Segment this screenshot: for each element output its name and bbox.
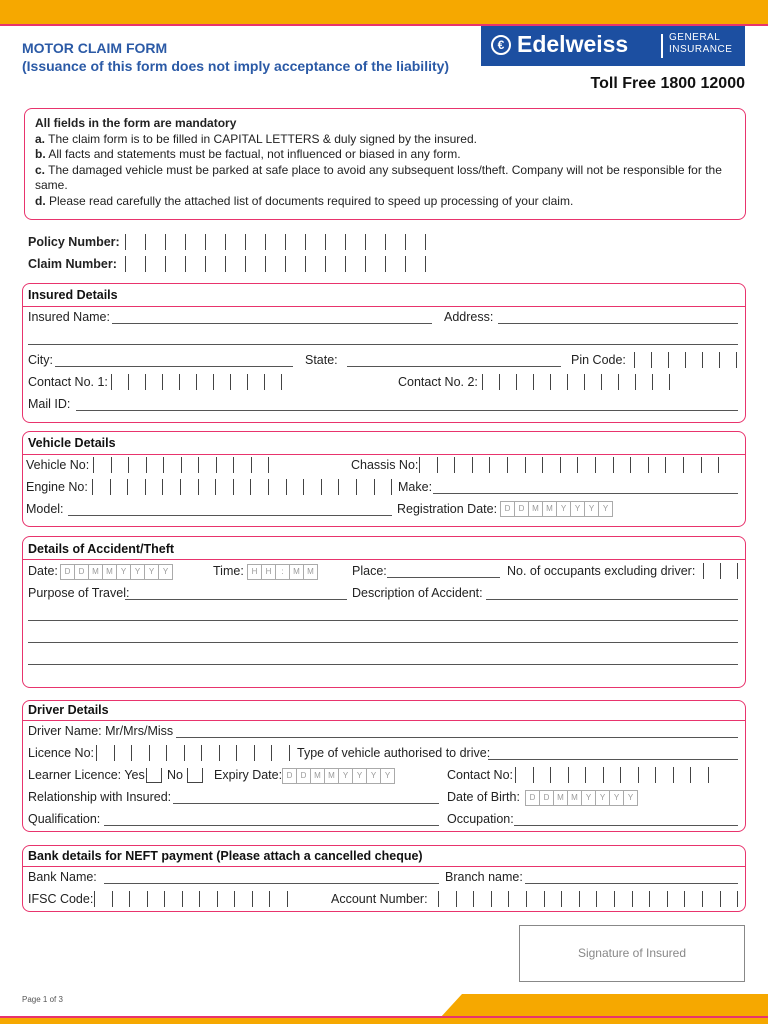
char-cell[interactable] <box>527 891 545 907</box>
date-cell[interactable]: M <box>325 769 339 783</box>
section-divider <box>23 720 745 721</box>
char-cell[interactable] <box>237 745 255 761</box>
char-cell[interactable] <box>287 479 305 495</box>
logo-wordmark: Edelweiss <box>517 31 629 57</box>
date-cell[interactable]: Y <box>602 504 609 513</box>
char-cell[interactable] <box>270 891 288 907</box>
expiry-date-boxes[interactable] <box>282 768 395 784</box>
registration-date-boxes[interactable] <box>500 501 613 517</box>
claim-number-boxes[interactable] <box>125 256 426 272</box>
char-cell[interactable] <box>95 891 113 907</box>
char-cell[interactable] <box>490 457 508 473</box>
char-cell[interactable] <box>163 479 181 495</box>
char-cell[interactable] <box>218 891 236 907</box>
char-cell[interactable] <box>202 745 220 761</box>
char-cell[interactable] <box>112 457 130 473</box>
instruction-item: c. The damaged vehicle must be parked at safe place to avoid any subsequent loss/theft. Company will not be responsible for the same. <box>35 162 722 193</box>
char-cell[interactable] <box>235 891 253 907</box>
learner-no-checkbox[interactable] <box>187 768 203 783</box>
signature-box[interactable]: Signature of Insured <box>519 925 745 982</box>
section-divider <box>23 866 745 867</box>
char-cell[interactable] <box>473 457 491 473</box>
make-label: Make: <box>398 480 433 494</box>
date-cell[interactable]: Y <box>145 565 159 579</box>
address-field[interactable] <box>498 323 738 324</box>
learner-yes-checkbox[interactable] <box>146 768 162 783</box>
pin-code-label: Pin Code: <box>571 353 626 367</box>
char-cell[interactable] <box>163 374 180 390</box>
instruction-item: a. The claim form is to be filled in CAPITAL LETTERS & duly signed by the insured. <box>35 131 477 146</box>
char-cell[interactable] <box>602 374 619 390</box>
char-cell[interactable] <box>483 374 500 390</box>
char-cell[interactable] <box>586 767 604 783</box>
bank-name-field[interactable] <box>104 883 439 884</box>
char-cell[interactable] <box>206 256 226 272</box>
char-cell[interactable] <box>226 256 246 272</box>
char-cell[interactable] <box>366 256 386 272</box>
char-cell[interactable] <box>146 234 166 250</box>
insured-details-heading: Insured Details <box>28 288 118 302</box>
claim-number-label: Claim Number: <box>28 257 117 271</box>
date-cell[interactable]: Y <box>627 793 634 802</box>
char-cell[interactable] <box>200 891 218 907</box>
contact-1-label: Contact No. 1: <box>28 375 108 389</box>
time-cell[interactable]: M <box>307 567 314 576</box>
char-cell[interactable] <box>111 479 129 495</box>
pin-code-boxes[interactable] <box>634 352 737 368</box>
char-cell[interactable] <box>199 479 217 495</box>
char-cell[interactable] <box>150 745 168 761</box>
char-cell[interactable] <box>112 374 129 390</box>
time-cell[interactable]: M <box>290 565 304 579</box>
char-cell[interactable] <box>633 891 651 907</box>
instruction-item: d. Please read carefully the attached list of documents required to speed up processing of your claim. <box>35 193 574 208</box>
char-cell[interactable] <box>516 767 534 783</box>
char-cell[interactable] <box>147 457 165 473</box>
char-cell[interactable] <box>164 457 182 473</box>
chassis-no-boxes[interactable] <box>419 457 719 473</box>
edelweiss-logo <box>481 26 745 66</box>
char-cell[interactable] <box>653 374 670 390</box>
description-label: Description of Accident: <box>352 586 483 600</box>
learner-licence-label: Learner Licence: Yes <box>28 768 145 782</box>
ifsc-code-boxes[interactable] <box>94 891 288 907</box>
chassis-no-label: Chassis No: <box>351 458 419 472</box>
licence-no-boxes[interactable] <box>96 745 290 761</box>
time-cell[interactable]: H <box>262 565 276 579</box>
char-cell[interactable] <box>674 767 692 783</box>
char-cell[interactable] <box>94 457 112 473</box>
char-cell[interactable] <box>306 256 326 272</box>
char-cell[interactable] <box>686 352 703 368</box>
char-cell[interactable] <box>684 457 702 473</box>
date-cell[interactable]: Y <box>596 791 610 805</box>
state-label: State: <box>305 353 338 367</box>
section-divider <box>23 454 745 455</box>
char-cell[interactable] <box>569 767 587 783</box>
section-divider <box>23 559 745 560</box>
char-cell[interactable] <box>113 891 131 907</box>
char-cell[interactable] <box>266 256 286 272</box>
char-cell[interactable] <box>545 891 563 907</box>
char-cell[interactable] <box>272 745 290 761</box>
char-cell[interactable] <box>286 256 306 272</box>
date-cell[interactable]: D <box>75 565 89 579</box>
char-cell[interactable] <box>668 891 686 907</box>
branch-name-label: Branch name: <box>445 870 523 884</box>
char-cell[interactable] <box>619 374 636 390</box>
make-field[interactable] <box>433 493 738 494</box>
mail-id-label: Mail ID: <box>28 397 71 411</box>
char-cell[interactable] <box>649 457 667 473</box>
char-cell[interactable] <box>266 234 286 250</box>
description-line[interactable] <box>28 620 738 621</box>
char-cell[interactable] <box>253 891 271 907</box>
char-cell[interactable] <box>561 457 579 473</box>
char-cell[interactable] <box>234 479 252 495</box>
policy-number-label: Policy Number: <box>28 235 120 249</box>
char-cell[interactable] <box>197 374 214 390</box>
char-cell[interactable] <box>186 256 206 272</box>
bottom-band-wedge <box>440 994 768 1018</box>
form-title: MOTOR CLAIM FORM <box>22 40 168 56</box>
char-cell[interactable] <box>93 479 111 495</box>
date-cell[interactable]: Y <box>367 769 381 783</box>
char-cell[interactable] <box>129 374 146 390</box>
char-cell[interactable] <box>703 891 721 907</box>
toll-free-number: Toll Free 1800 12000 <box>590 75 745 92</box>
char-cell[interactable] <box>246 256 266 272</box>
char-cell[interactable] <box>220 745 238 761</box>
char-cell[interactable] <box>720 352 737 368</box>
char-cell[interactable] <box>130 891 148 907</box>
registration-date-label: Registration Date: <box>397 502 498 516</box>
accident-date-boxes[interactable] <box>60 564 173 580</box>
char-cell[interactable] <box>386 256 406 272</box>
model-field[interactable] <box>68 515 392 516</box>
char-cell[interactable] <box>703 352 720 368</box>
char-cell[interactable] <box>492 891 510 907</box>
qualification-field[interactable] <box>104 825 439 826</box>
insured-name-field[interactable] <box>112 323 432 324</box>
address-field-line2[interactable] <box>28 344 738 345</box>
char-cell[interactable] <box>251 479 269 495</box>
date-cell[interactable]: Y <box>585 502 599 516</box>
date-cell[interactable]: Y <box>610 791 624 805</box>
vehicle-type-label: Type of vehicle authorised to drive: <box>297 746 491 760</box>
relationship-label: Relationship with Insured: <box>28 790 172 804</box>
driver-contact-label: Contact No: <box>447 768 514 782</box>
char-cell[interactable] <box>322 479 340 495</box>
date-cell[interactable]: D <box>515 502 529 516</box>
occupants-label: No. of occupants excluding driver: <box>507 564 696 578</box>
occupants-boxes[interactable] <box>703 563 738 579</box>
form-subtitle: (Issuance of this form does not imply acceptance of the liability) <box>22 58 450 74</box>
char-cell[interactable] <box>199 457 217 473</box>
occupation-field[interactable] <box>514 825 738 826</box>
date-cell[interactable]: Y <box>384 771 391 780</box>
char-cell[interactable] <box>474 891 492 907</box>
accident-details-heading: Details of Accident/Theft <box>28 542 175 556</box>
char-cell[interactable] <box>265 374 282 390</box>
char-cell[interactable] <box>439 891 457 907</box>
date-cell[interactable]: Y <box>117 565 131 579</box>
char-cell[interactable] <box>326 234 346 250</box>
instructions-heading: All fields in the form are mandatory <box>35 116 237 130</box>
occupation-label: Occupation: <box>447 812 514 826</box>
char-cell[interactable] <box>578 457 596 473</box>
char-cell[interactable] <box>631 457 649 473</box>
char-cell[interactable] <box>226 234 246 250</box>
char-cell[interactable] <box>534 374 551 390</box>
date-cell[interactable]: D <box>61 565 75 579</box>
logo-tagline: GENERAL INSURANCE <box>669 32 733 55</box>
char-cell[interactable] <box>534 767 552 783</box>
policy-number-boxes[interactable] <box>125 234 426 250</box>
char-cell[interactable] <box>551 374 568 390</box>
date-cell[interactable]: M <box>103 565 117 579</box>
char-cell[interactable] <box>185 745 203 761</box>
mail-id-field[interactable] <box>76 410 738 411</box>
char-cell[interactable] <box>508 457 526 473</box>
char-cell[interactable] <box>652 352 669 368</box>
char-cell[interactable] <box>217 457 235 473</box>
date-of-birth-boxes[interactable] <box>525 790 638 806</box>
char-cell[interactable] <box>585 374 602 390</box>
char-cell[interactable] <box>346 256 366 272</box>
branch-name-field[interactable] <box>525 883 738 884</box>
char-cell[interactable] <box>543 457 561 473</box>
char-cell[interactable] <box>248 374 265 390</box>
qualification-label: Qualification: <box>28 812 101 826</box>
char-cell[interactable] <box>126 256 146 272</box>
insured-name-label: Insured Name: <box>28 310 110 324</box>
char-cell[interactable] <box>420 457 438 473</box>
char-cell[interactable] <box>304 479 322 495</box>
place-field[interactable] <box>387 577 500 578</box>
city-label: City: <box>28 353 53 367</box>
char-cell[interactable] <box>231 374 248 390</box>
char-cell[interactable] <box>509 891 527 907</box>
vehicle-no-boxes[interactable] <box>93 457 269 473</box>
char-cell[interactable] <box>375 479 393 495</box>
date-cell[interactable]: Y <box>353 769 367 783</box>
char-cell[interactable] <box>650 891 668 907</box>
account-number-boxes[interactable] <box>438 891 738 907</box>
char-cell[interactable] <box>255 745 273 761</box>
char-cell[interactable] <box>562 891 580 907</box>
char-cell[interactable] <box>216 479 234 495</box>
char-cell[interactable] <box>146 374 163 390</box>
char-cell[interactable] <box>639 767 657 783</box>
description-line[interactable] <box>28 664 738 665</box>
account-number-label: Account Number: <box>331 892 428 906</box>
char-cell[interactable] <box>180 374 197 390</box>
char-cell[interactable] <box>386 234 406 250</box>
driver-contact-boxes[interactable] <box>515 767 709 783</box>
city-field[interactable] <box>55 366 293 367</box>
char-cell[interactable] <box>615 891 633 907</box>
char-cell[interactable] <box>166 234 186 250</box>
instruction-item: b. All facts and statements must be factual, not influenced or biased in any form. <box>35 147 461 162</box>
char-cell[interactable] <box>286 234 306 250</box>
date-cell[interactable]: M <box>554 791 568 805</box>
char-cell[interactable] <box>206 234 226 250</box>
char-cell[interactable] <box>214 374 231 390</box>
char-cell[interactable] <box>357 479 375 495</box>
place-label: Place: <box>352 564 387 578</box>
char-cell[interactable] <box>691 767 709 783</box>
bank-details-heading: Bank details for NEFT payment (Please attach a cancelled cheque) <box>28 849 423 863</box>
date-of-birth-label: Date of Birth: <box>447 790 520 804</box>
char-cell[interactable] <box>551 767 569 783</box>
char-cell[interactable] <box>604 767 622 783</box>
char-cell[interactable] <box>636 374 653 390</box>
char-cell[interactable] <box>181 479 199 495</box>
description-field[interactable] <box>486 599 738 600</box>
char-cell[interactable] <box>580 891 598 907</box>
relationship-field[interactable] <box>173 803 439 804</box>
date-cell[interactable]: M <box>568 791 582 805</box>
address-label: Address: <box>444 310 494 324</box>
char-cell[interactable] <box>596 457 614 473</box>
date-cell[interactable]: D <box>540 791 554 805</box>
driver-details-heading: Driver Details <box>28 703 109 717</box>
date-cell[interactable]: Y <box>162 567 169 576</box>
date-cell[interactable]: M <box>89 565 103 579</box>
accident-time-boxes[interactable] <box>247 564 318 580</box>
engine-no-boxes[interactable] <box>92 479 392 495</box>
date-cell[interactable]: Y <box>571 502 585 516</box>
char-cell[interactable] <box>126 234 146 250</box>
char-cell[interactable] <box>500 374 517 390</box>
char-cell[interactable] <box>635 352 652 368</box>
char-cell[interactable] <box>148 891 166 907</box>
date-cell[interactable]: D <box>297 769 311 783</box>
char-cell[interactable] <box>146 256 166 272</box>
date-cell[interactable]: Y <box>339 769 353 783</box>
char-cell[interactable] <box>438 457 456 473</box>
char-cell[interactable] <box>721 563 738 579</box>
char-cell[interactable] <box>721 891 739 907</box>
char-cell[interactable] <box>406 256 426 272</box>
char-cell[interactable] <box>326 256 346 272</box>
char-cell[interactable] <box>115 745 133 761</box>
char-cell[interactable] <box>269 479 287 495</box>
purpose-of-travel-label: Purpose of Travel: <box>28 586 130 600</box>
licence-no-label: Licence No: <box>28 746 95 760</box>
date-cell[interactable]: D <box>526 791 540 805</box>
purpose-of-travel-field[interactable] <box>125 599 347 600</box>
driver-name-field[interactable] <box>176 737 738 738</box>
top-band <box>0 0 768 24</box>
char-cell[interactable] <box>526 457 544 473</box>
char-cell[interactable] <box>234 457 252 473</box>
accident-time-label: Time: <box>213 564 244 578</box>
char-cell[interactable] <box>346 234 366 250</box>
time-cell[interactable]: H <box>248 565 262 579</box>
bank-name-label: Bank Name: <box>28 870 97 884</box>
vehicle-no-label: Vehicle No: <box>26 458 90 472</box>
ifsc-code-label: IFSC Code: <box>28 892 94 906</box>
instructions <box>35 116 735 210</box>
vehicle-details-heading: Vehicle Details <box>28 436 116 450</box>
state-field[interactable] <box>347 366 561 367</box>
char-cell[interactable] <box>702 457 720 473</box>
date-cell[interactable]: M <box>543 502 557 516</box>
char-cell[interactable] <box>167 745 185 761</box>
char-cell[interactable] <box>165 891 183 907</box>
driver-name-label: Driver Name: Mr/Mrs/Miss <box>28 724 174 738</box>
char-cell[interactable] <box>246 234 266 250</box>
char-cell[interactable] <box>517 374 534 390</box>
char-cell[interactable] <box>252 457 270 473</box>
date-cell[interactable]: M <box>311 769 325 783</box>
char-cell[interactable] <box>129 457 147 473</box>
char-cell[interactable] <box>614 457 632 473</box>
logo-separator <box>661 34 663 58</box>
time-cell[interactable]: : <box>276 565 290 579</box>
date-cell[interactable]: M <box>529 502 543 516</box>
date-cell[interactable]: Y <box>131 565 145 579</box>
description-line[interactable] <box>28 642 738 643</box>
bottom-band <box>0 1018 768 1024</box>
char-cell[interactable] <box>146 479 164 495</box>
contact-1-boxes[interactable] <box>111 374 282 390</box>
char-cell[interactable] <box>132 745 150 761</box>
char-cell[interactable] <box>621 767 639 783</box>
date-cell[interactable]: D <box>501 502 515 516</box>
char-cell[interactable] <box>455 457 473 473</box>
contact-2-boxes[interactable] <box>482 374 670 390</box>
date-cell[interactable]: Y <box>557 502 571 516</box>
char-cell[interactable] <box>568 374 585 390</box>
vehicle-type-field[interactable] <box>488 759 738 760</box>
char-cell[interactable] <box>306 234 326 250</box>
section-divider <box>23 306 745 307</box>
char-cell[interactable] <box>704 563 721 579</box>
contact-2-label: Contact No. 2: <box>398 375 478 389</box>
char-cell[interactable] <box>457 891 475 907</box>
date-cell[interactable]: Y <box>582 791 596 805</box>
char-cell[interactable] <box>669 352 686 368</box>
char-cell[interactable] <box>656 767 674 783</box>
char-cell[interactable] <box>128 479 146 495</box>
date-cell[interactable]: D <box>283 769 297 783</box>
char-cell[interactable] <box>182 457 200 473</box>
char-cell[interactable] <box>406 234 426 250</box>
char-cell[interactable] <box>183 891 201 907</box>
char-cell[interactable] <box>597 891 615 907</box>
char-cell[interactable] <box>366 234 386 250</box>
page-number: Page 1 of 3 <box>22 995 63 1004</box>
char-cell[interactable] <box>186 234 206 250</box>
char-cell[interactable] <box>685 891 703 907</box>
char-cell[interactable] <box>339 479 357 495</box>
logo-mark-icon: € <box>491 35 511 55</box>
model-label: Model: <box>26 502 64 516</box>
learner-no-label: No <box>167 768 183 782</box>
char-cell[interactable] <box>97 745 115 761</box>
char-cell[interactable] <box>666 457 684 473</box>
accident-date-label: Date: <box>28 564 58 578</box>
expiry-date-label: Expiry Date: <box>214 768 283 782</box>
engine-no-label: Engine No: <box>26 480 88 494</box>
char-cell[interactable] <box>166 256 186 272</box>
